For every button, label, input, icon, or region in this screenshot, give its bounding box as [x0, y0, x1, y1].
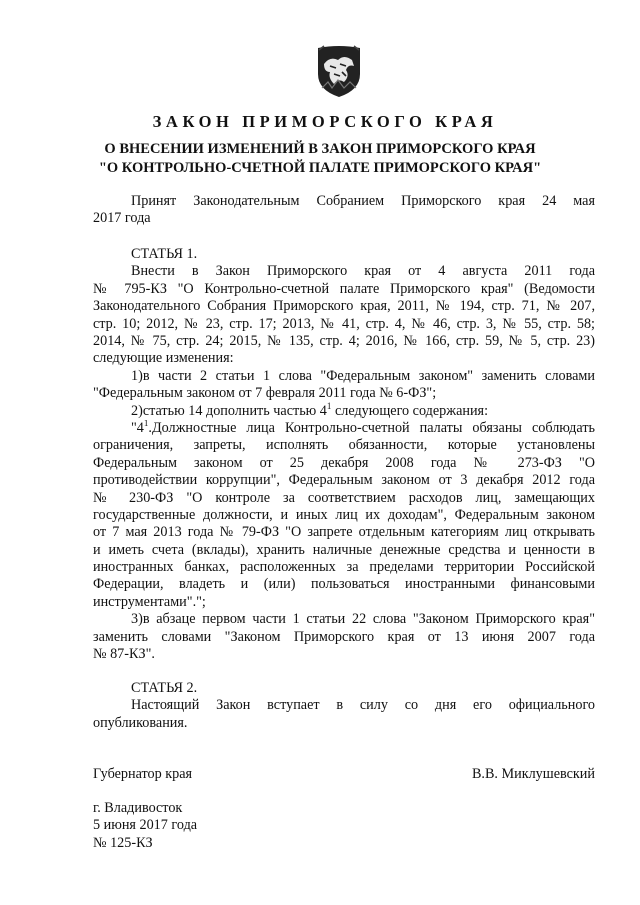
quote-line: Федерации, владеть и (или) пользоваться иностранными финансовыми [93, 576, 595, 593]
quote-line: государственные должности, и иных лиц их доходам", Федеральным законом [93, 506, 595, 523]
article-heading: СТАТЬЯ 1. [131, 246, 198, 262]
article-1 [93, 246, 595, 663]
subtitle-line: "О КОНТРОЛЬНО-СЧЕТНОЙ ПАЛАТЕ ПРИМОРСКОГО КРАЯ" [98, 160, 542, 176]
article-text-line: Законодательного Собрания Приморского края, 2011, № 194, стр. 71, № 207, [93, 298, 595, 315]
quote-text: .Должностные лица Контрольно-счетной палаты обязаны соблюдать [148, 419, 595, 436]
item-1-line: 1)в части 2 статьи 1 слова "Федеральным законом" заменить словами [131, 367, 595, 384]
coat-of-arms-icon [316, 44, 362, 98]
quote-line: № 230-ФЗ "О контроле за соответствием расходов лиц, замещающих [93, 489, 595, 506]
sign-date: 5 июня 2017 года [93, 817, 198, 834]
adoption-note [93, 193, 595, 228]
item-3-line: № 87-КЗ". [93, 646, 155, 663]
signatory-position: Губернатор края [93, 766, 193, 782]
subtitle-line: О ВНЕСЕНИИ ИЗМЕНЕНИЙ В ЗАКОН ПРИМОРСКОГО КРАЯ [104, 141, 536, 157]
article-text-line: опубликования. [93, 714, 188, 731]
adoption-line: 2017 года [93, 210, 151, 227]
quote-line: иностранных банках, расположенных за пределами территории Российской [93, 559, 595, 576]
signatory-name: В.В. Миклушевский [471, 766, 595, 782]
article-text-line: Настоящий Закон вступает в силу со дня его официального [131, 697, 595, 714]
quote-line: противодействии коррупции", Федеральным законом от 3 декабря 2012 года [93, 472, 595, 489]
superscript: 1 [143, 419, 149, 428]
quote-line: Федеральным законом от 25 декабря 2008 года № 273-ФЗ "О [93, 454, 595, 471]
quote-line: от 7 мая 2013 года № 79-ФЗ "О запрете отдельным категориям лиц открывать [93, 524, 595, 541]
item-3-line: заменить словами "Законом Приморского края от 13 июня 2007 года [93, 628, 595, 645]
adoption-line: Принят Законодательным Собранием Приморского края 24 мая [131, 193, 595, 209]
item-1-line: "Федеральным законом от 7 февраля 2011 года № 6-ФЗ"; [93, 385, 437, 402]
quote-line: инструментами"."; [93, 593, 206, 610]
article-text-line: 2014, № 75, стр. 24; 2015, № 135, стр. 4; 2016, № 166, стр. 59, № 5, стр. 23) [93, 332, 595, 349]
quote-line: и иметь счета (вклады), хранить наличные денежные средства и ценности в [93, 541, 595, 558]
quote-line: ограничения, запреты, исполнять обязанности, которые установлены [93, 437, 595, 454]
article-heading: СТАТЬЯ 2. [131, 680, 198, 696]
article-2 [93, 680, 595, 732]
item-2-line [93, 400, 595, 420]
article-text-line: № 795-КЗ "О Контрольно-счетной палате Приморского края" (Ведомости [93, 280, 595, 297]
place: г. Владивосток [93, 800, 183, 816]
superscript: 1 [326, 400, 332, 411]
page-title: ЗАКОН ПРИМОРСКОГО КРАЯ [152, 112, 498, 131]
article-text-line: Внести в Закон Приморского края от 4 августа 2011 года [131, 263, 595, 280]
article-text-line: стр. 10; 2012, № 23, стр. 17; 2013, № 41, стр. 4, № 46, стр. 3, № 55, стр. 58; [93, 315, 595, 332]
page-subtitle [0, 140, 640, 178]
signature-row [93, 766, 595, 783]
item-3-line: 3)в абзаце первом части 1 статьи 22 слова "Законом Приморского края" [131, 611, 595, 628]
article-text-line: следующие изменения: [93, 350, 234, 367]
document-footer [93, 800, 197, 852]
quote-line [93, 420, 595, 437]
item-2-text: 2)статью 14 дополнить частью 4 [131, 402, 327, 419]
item-2-text: следующего содержания: [331, 402, 489, 419]
quote-text: "4 [131, 419, 144, 436]
law-number: № 125-КЗ [93, 834, 153, 851]
